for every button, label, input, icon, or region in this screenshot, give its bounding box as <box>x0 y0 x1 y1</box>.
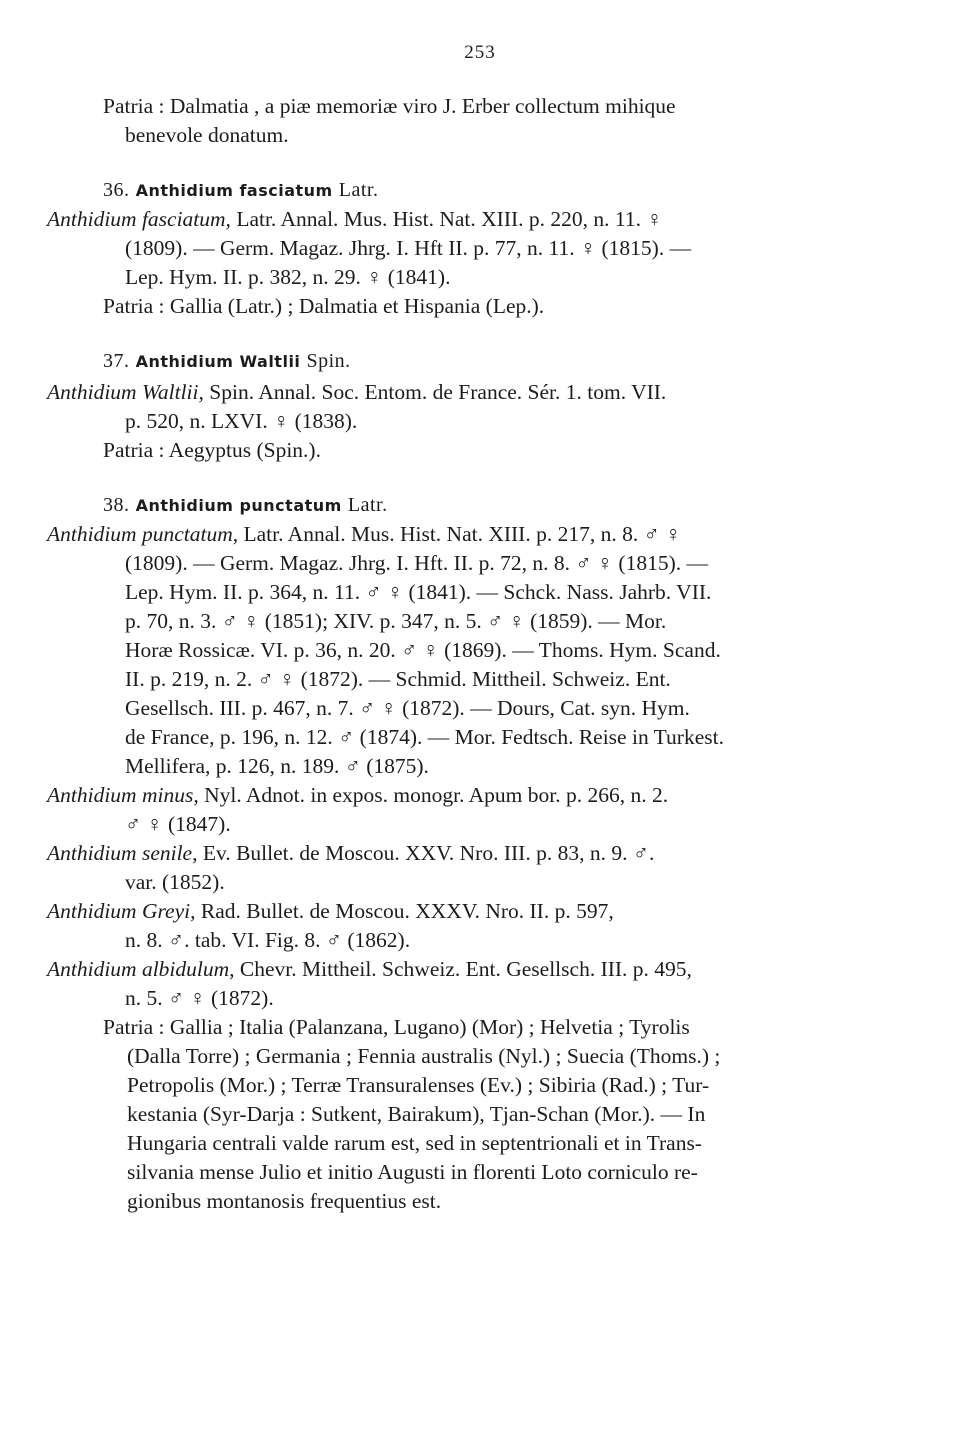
species-heading-38 <box>103 491 388 520</box>
synonym-entry <box>47 839 654 868</box>
citation-line: Mellifera, p. 126, n. 189. ♂ (1875). <box>125 754 429 778</box>
synonym-name: Anthidium Waltlii, <box>47 380 204 404</box>
citation-line: var. (1852). <box>125 870 225 894</box>
species-heading-36 <box>103 176 379 205</box>
patria-line: silvania mense Julio et initio Augusti in florenti Loto corniculo re- <box>127 1160 698 1184</box>
citation-line: Lep. Hym. II. p. 382, n. 29. ♀ (1841). <box>125 265 451 289</box>
species-author: Spin. <box>306 350 351 372</box>
citation-line: de France, p. 196, n. 12. ♂ (1874). — Mor. Fedtsch. Reise in Turkest. <box>125 725 724 749</box>
synonym-entry <box>47 897 614 926</box>
species-name: Anthidium Waltlii <box>135 352 301 371</box>
citation-line: (1809). — Germ. Magaz. Jhrg. I. Hft II. p. 77, n. 11. ♀ (1815). — <box>125 236 692 260</box>
species-number: 37. <box>103 350 130 372</box>
synonym-entry <box>47 205 663 234</box>
intro-line-1: Patria : Dalmatia , a piæ memoriæ viro J. Erber collectum mihique <box>103 94 676 118</box>
intro-line-2: benevole donatum. <box>125 123 289 147</box>
synonym-entry <box>47 378 666 407</box>
citation-text: Ev. Bullet. de Moscou. XXV. Nro. III. p. 83, n. 9. ♂. <box>202 841 655 865</box>
citation-line: II. p. 219, n. 2. ♂ ♀ (1872). — Schmid. Mittheil. Schweiz. Ent. <box>125 667 671 691</box>
citation-text: Spin. Annal. Soc. Entom. de France. Sér. 1. tom. VII. <box>209 380 667 404</box>
species-name: Anthidium punctatum <box>135 496 342 515</box>
species-heading-37 <box>103 347 351 376</box>
synonym-name: Anthidium fasciatum, <box>47 207 231 231</box>
patria-line: gionibus montanosis frequentius est. <box>127 1189 442 1213</box>
citation-line: n. 5. ♂ ♀ (1872). <box>125 986 274 1010</box>
species-name: Anthidium fasciatum <box>135 181 333 200</box>
patria-line: Patria : Gallia ; Italia (Palanzana, Lugano) (Mor) ; Helvetia ; Tyrolis <box>103 1015 690 1039</box>
patria-line: (Dalla Torre) ; Germania ; Fennia australis (Nyl.) ; Suecia (Thoms.) ; <box>127 1044 721 1068</box>
patria-line: Patria : Aegyptus (Spin.). <box>103 438 321 462</box>
citation-text: Rad. Bullet. de Moscou. XXXV. Nro. II. p. 597, <box>200 899 614 923</box>
synonym-entry <box>47 520 681 549</box>
page-number: 253 <box>464 42 496 63</box>
citation-line: (1809). — Germ. Magaz. Jhrg. I. Hft. II. p. 72, n. 8. ♂ ♀ (1815). — <box>125 551 708 575</box>
citation-text: Latr. Annal. Mus. Hist. Nat. XIII. p. 220, n. 11. ♀ <box>236 207 663 231</box>
species-author: Latr. <box>347 494 388 516</box>
citation-line: Horæ Rossicæ. VI. p. 36, n. 20. ♂ ♀ (1869). — Thoms. Hym. Scand. <box>125 638 721 662</box>
patria-line: Patria : Gallia (Latr.) ; Dalmatia et Hispania (Lep.). <box>103 294 545 318</box>
species-author: Latr. <box>338 179 379 201</box>
citation-line: ♂ ♀ (1847). <box>125 812 231 836</box>
citation-line: Gesellsch. III. p. 467, n. 7. ♂ ♀ (1872). — Dours, Cat. syn. Hym. <box>125 696 690 720</box>
patria-line: kestania (Syr-Darja : Sutkent, Bairakum), Tjan-Schan (Mor.). — In <box>127 1102 706 1126</box>
citation-line: p. 70, n. 3. ♂ ♀ (1851); XIV. p. 347, n. 5. ♂ ♀ (1859). — Mor. <box>125 609 667 633</box>
patria-line: Hungaria centrali valde rarum est, sed in septentrionali et in Trans- <box>127 1131 702 1155</box>
synonym-entry <box>47 781 668 810</box>
citation-text: Latr. Annal. Mus. Hist. Nat. XIII. p. 217, n. 8. ♂ ♀ <box>243 522 682 546</box>
citation-text: Nyl. Adnot. in expos. monogr. Apum bor. p. 266, n. 2. <box>204 783 669 807</box>
synonym-name: Anthidium senile, <box>47 841 198 865</box>
species-number: 36. <box>103 179 130 201</box>
citation-line: Lep. Hym. II. p. 364, n. 11. ♂ ♀ (1841). — Schck. Nass. Jahrb. VII. <box>125 580 712 604</box>
citation-line: p. 520, n. LXVI. ♀ (1838). <box>125 409 358 433</box>
synonym-name: Anthidium punctatum, <box>47 522 239 546</box>
citation-text: Chevr. Mittheil. Schweiz. Ent. Gesellsch. III. p. 495, <box>239 957 692 981</box>
species-number: 38. <box>103 494 130 516</box>
synonym-entry <box>47 955 692 984</box>
patria-line: Petropolis (Mor.) ; Terræ Transuralenses (Ev.) ; Sibiria (Rad.) ; Tur- <box>127 1073 710 1097</box>
citation-line: n. 8. ♂. tab. VI. Fig. 8. ♂ (1862). <box>125 928 411 952</box>
synonym-name: Anthidium albidulum, <box>47 957 235 981</box>
synonym-name: Anthidium minus, <box>47 783 199 807</box>
synonym-name: Anthidium Greyi, <box>47 899 196 923</box>
